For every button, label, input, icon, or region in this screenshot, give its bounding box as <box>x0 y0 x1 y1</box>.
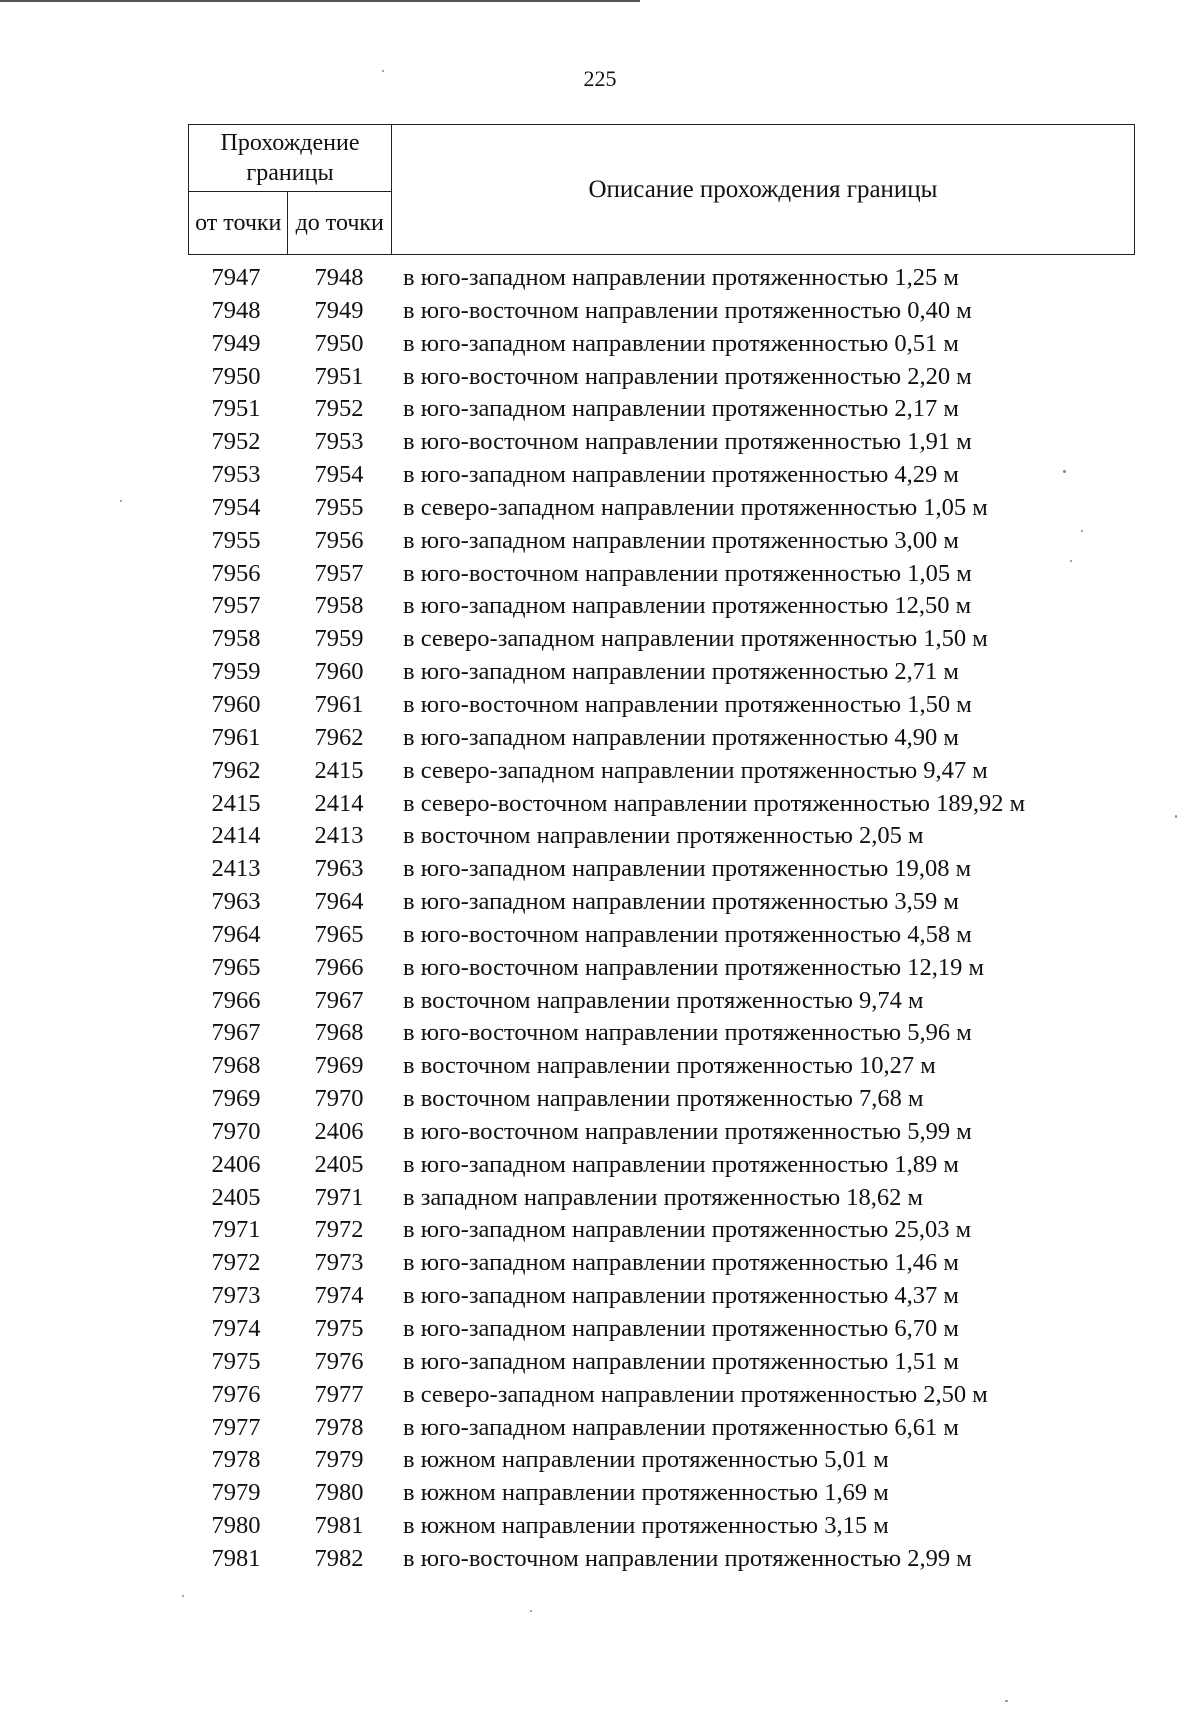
table-header <box>188 124 1135 255</box>
to-point-cell: 2414 <box>314 789 364 817</box>
description-cell: в восточном направлении протяженностью 9,74 м <box>403 986 924 1014</box>
scan-speck <box>530 1610 532 1612</box>
to-point-cell: 7950 <box>314 329 364 357</box>
page-number: 225 <box>583 66 617 91</box>
from-point-cell: 7953 <box>211 461 261 489</box>
to-point-cell: 7948 <box>314 264 364 291</box>
description-cell: в юго-западном направлении протяженностью 2,17 м <box>403 395 959 423</box>
from-point-cell: 7972 <box>211 1249 261 1277</box>
table-row <box>190 492 1150 525</box>
description-cell: в северо-восточном направлении протяженностью 189,92 м <box>403 789 1026 817</box>
to-point-cell: 7979 <box>314 1446 364 1474</box>
description-cell: в юго-западном направлении протяженностью 6,70 м <box>403 1315 959 1342</box>
scan-speck <box>1070 560 1072 562</box>
description-cell: в северо-западном направлении протяженностью 1,05 м <box>403 493 988 521</box>
scan-speck <box>1063 470 1066 473</box>
from-point-cell: 7966 <box>211 986 261 1014</box>
table-row <box>190 886 1150 919</box>
to-point-cell: 7971 <box>314 1183 364 1211</box>
table-row <box>190 1017 1150 1050</box>
table-row <box>190 1510 1150 1543</box>
header-from-point: от точки <box>189 192 288 255</box>
to-point-cell: 7962 <box>314 723 364 751</box>
table-row <box>190 788 1150 821</box>
description-cell: в юго-восточном направлении протяженностью 12,19 м <box>403 953 984 981</box>
to-point-cell: 7960 <box>314 658 364 686</box>
to-point-cell: 7974 <box>314 1282 364 1310</box>
description-cell: в юго-восточном направлении протяженностью 0,40 м <box>403 296 972 324</box>
table-row <box>190 656 1150 689</box>
from-point-cell: 7976 <box>211 1380 261 1408</box>
table-row <box>190 820 1150 853</box>
from-point-cell: 7975 <box>211 1347 261 1375</box>
from-point-cell: 7969 <box>211 1085 261 1113</box>
to-point-cell: 7980 <box>314 1479 364 1507</box>
description-cell: в юго-западном направлении протяженностью 0,51 м <box>403 329 959 357</box>
description-cell: в юго-западном направлении протяженностью 25,03 м <box>403 1216 972 1244</box>
to-point-cell: 7965 <box>314 920 364 948</box>
description-cell: в юго-западном направлении протяженностью 1,51 м <box>403 1347 959 1375</box>
to-point-cell: 7961 <box>314 690 364 718</box>
table-row <box>190 1214 1150 1247</box>
table-row <box>190 853 1150 886</box>
table-row <box>190 1379 1150 1412</box>
description-cell: в южном направлении протяженностью 3,15 м <box>403 1512 889 1540</box>
table-row <box>190 623 1150 656</box>
table-row <box>190 755 1150 788</box>
to-point-cell: 2405 <box>314 1150 364 1178</box>
to-point-cell: 7955 <box>314 493 364 521</box>
from-point-cell: 7952 <box>211 428 261 456</box>
from-point-cell: 7964 <box>211 920 261 948</box>
from-point-cell: 7971 <box>211 1216 261 1244</box>
from-point-cell: 7973 <box>211 1282 261 1310</box>
to-point-cell: 7957 <box>314 559 364 587</box>
description-cell: в юго-западном направлении протяженностью 6,61 м <box>403 1413 959 1441</box>
table-row <box>190 590 1150 623</box>
from-point-cell: 2413 <box>211 855 261 883</box>
description-cell: в восточном направлении протяженностью 10,27 м <box>403 1052 936 1080</box>
to-point-cell: 7972 <box>314 1216 364 1244</box>
description-cell: в юго-западном направлении протяженностью 19,08 м <box>403 855 972 883</box>
description-cell: в юго-восточном направлении протяженностью 1,91 м <box>403 428 972 456</box>
description-cell: в юго-восточном направлении протяженностью 4,58 м <box>403 920 972 948</box>
description-cell: в северо-западном направлении протяженностью 2,50 м <box>403 1380 988 1408</box>
to-point-cell: 2406 <box>314 1117 364 1145</box>
description-cell: в юго-западном направлении протяженностью 12,50 м <box>403 592 972 620</box>
table-row <box>190 1280 1150 1313</box>
from-point-cell: 2415 <box>211 789 261 817</box>
table-row <box>190 952 1150 985</box>
scan-speck <box>1005 1700 1008 1702</box>
from-point-cell: 2414 <box>211 822 261 850</box>
to-point-cell: 7967 <box>314 986 364 1014</box>
table-row <box>190 1346 1150 1379</box>
table-row <box>190 722 1150 755</box>
to-point-cell: 7952 <box>314 395 364 423</box>
table-row <box>190 525 1150 558</box>
table-row <box>190 1116 1150 1149</box>
scan-speck <box>1175 815 1177 818</box>
table-row <box>190 919 1150 952</box>
table-row <box>190 558 1150 591</box>
description-cell: в юго-восточном направлении протяженностью 2,99 м <box>403 1544 972 1572</box>
description-cell: в западном направлении протяженностью 18,62 м <box>403 1183 924 1211</box>
to-point-cell: 7969 <box>314 1052 364 1080</box>
to-point-cell: 2413 <box>314 822 364 850</box>
description-cell: в юго-западном направлении протяженностью 3,59 м <box>403 888 959 916</box>
from-point-cell: 7980 <box>211 1512 261 1540</box>
scan-speck <box>120 500 122 502</box>
to-point-cell: 7949 <box>314 296 364 324</box>
description-cell: в восточном направлении протяженностью 7,68 м <box>403 1085 924 1113</box>
from-point-cell: 7951 <box>211 395 261 423</box>
to-point-cell: 7973 <box>314 1249 364 1277</box>
table-row <box>190 426 1150 459</box>
description-cell: в северо-западном направлении протяженностью 9,47 м <box>403 756 988 784</box>
from-point-cell: 7955 <box>211 526 261 554</box>
description-cell: в юго-западном направлении протяженностью 4,90 м <box>403 723 959 751</box>
description-cell: в юго-западном направлении протяженностью 2,71 м <box>403 658 959 686</box>
description-cell: в южном направлении протяженностью 5,01 м <box>403 1446 889 1474</box>
header-description: Описание прохождения границы <box>392 125 1135 255</box>
from-point-cell: 7967 <box>211 1019 261 1047</box>
table-row <box>190 361 1150 394</box>
table-row <box>190 1412 1150 1445</box>
description-cell: в юго-западном направлении протяженностью 1,89 м <box>403 1150 959 1178</box>
table-row <box>190 1444 1150 1477</box>
from-point-cell: 7948 <box>211 296 261 324</box>
to-point-cell: 7964 <box>314 888 364 916</box>
to-point-cell: 2415 <box>314 756 364 784</box>
description-cell: в юго-восточном направлении протяженностью 5,99 м <box>403 1117 972 1145</box>
from-point-cell: 2405 <box>211 1183 261 1211</box>
table-row <box>190 393 1150 426</box>
table-row <box>190 1477 1150 1510</box>
description-cell: в южном направлении протяженностью 1,69 м <box>403 1479 889 1507</box>
table-row <box>190 1543 1150 1576</box>
description-cell: в юго-западном направлении протяженностью 1,46 м <box>403 1249 959 1277</box>
from-point-cell: 7974 <box>211 1315 261 1342</box>
description-cell: в юго-восточном направлении протяженностью 5,96 м <box>403 1019 972 1047</box>
to-point-cell: 7978 <box>314 1413 364 1441</box>
scan-speck <box>1081 530 1083 532</box>
from-point-cell: 7978 <box>211 1446 261 1474</box>
to-point-cell: 7975 <box>314 1315 364 1342</box>
scan-speck <box>382 70 384 72</box>
description-cell: в юго-восточном направлении протяженностью 2,20 м <box>403 362 972 390</box>
table-row <box>190 1050 1150 1083</box>
header-boundary-passage: Прохождение границы <box>189 125 392 192</box>
description-cell: в юго-западном направлении протяженностью 3,00 м <box>403 526 959 554</box>
table-row <box>190 1083 1150 1116</box>
to-point-cell: 7976 <box>314 1347 364 1375</box>
description-cell: в юго-восточном направлении протяженностью 1,05 м <box>403 559 972 587</box>
table-row <box>190 459 1150 492</box>
from-point-cell: 7957 <box>211 592 261 620</box>
table-row <box>190 328 1150 361</box>
to-point-cell: 7956 <box>314 526 364 554</box>
from-point-cell: 7965 <box>211 953 261 981</box>
from-point-cell: 7977 <box>211 1413 261 1441</box>
from-point-cell: 7963 <box>211 888 261 916</box>
top-scan-rule <box>0 0 640 2</box>
to-point-cell: 7981 <box>314 1512 364 1540</box>
from-point-cell: 7981 <box>211 1544 261 1572</box>
header-to-point: до точки <box>288 192 392 255</box>
from-point-cell: 7961 <box>211 723 261 751</box>
description-cell: в северо-западном направлении протяженностью 1,50 м <box>403 625 988 653</box>
description-cell: в восточном направлении протяженностью 2,05 м <box>403 822 924 850</box>
from-point-cell: 7960 <box>211 690 261 718</box>
to-point-cell: 7959 <box>314 625 364 653</box>
from-point-cell: 2406 <box>211 1150 261 1178</box>
to-point-cell: 7958 <box>314 592 364 620</box>
to-point-cell: 7963 <box>314 855 364 883</box>
table-row <box>190 1149 1150 1182</box>
from-point-cell: 7958 <box>211 625 261 653</box>
from-point-cell: 7949 <box>211 329 261 357</box>
to-point-cell: 7966 <box>314 953 364 981</box>
table-row <box>190 262 1150 295</box>
table-row <box>190 689 1150 722</box>
table-body <box>190 262 1150 1576</box>
description-cell: в юго-восточном направлении протяженностью 1,50 м <box>403 690 972 718</box>
from-point-cell: 7950 <box>211 362 261 390</box>
scan-speck <box>182 1595 184 1597</box>
to-point-cell: 7951 <box>314 362 364 390</box>
table-row <box>190 985 1150 1018</box>
from-point-cell: 7962 <box>211 756 261 784</box>
from-point-cell: 7959 <box>211 658 261 686</box>
description-cell: в юго-западном направлении протяженностью 4,29 м <box>403 461 959 489</box>
to-point-cell: 7968 <box>314 1019 364 1047</box>
to-point-cell: 7954 <box>314 461 364 489</box>
table-row <box>190 1247 1150 1280</box>
from-point-cell: 7968 <box>211 1052 261 1080</box>
from-point-cell: 7956 <box>211 559 261 587</box>
to-point-cell: 7977 <box>314 1380 364 1408</box>
from-point-cell: 7954 <box>211 493 261 521</box>
description-cell: в юго-западном направлении протяженностью 4,37 м <box>403 1282 959 1310</box>
to-point-cell: 7970 <box>314 1085 364 1113</box>
description-cell: в юго-западном направлении протяженностью 1,25 м <box>403 264 959 291</box>
to-point-cell: 7982 <box>314 1544 364 1572</box>
table-row <box>190 1313 1150 1346</box>
from-point-cell: 7979 <box>211 1479 261 1507</box>
table-row <box>190 1182 1150 1215</box>
from-point-cell: 7947 <box>211 264 261 291</box>
to-point-cell: 7953 <box>314 428 364 456</box>
table-row <box>190 295 1150 328</box>
from-point-cell: 7970 <box>211 1117 261 1145</box>
